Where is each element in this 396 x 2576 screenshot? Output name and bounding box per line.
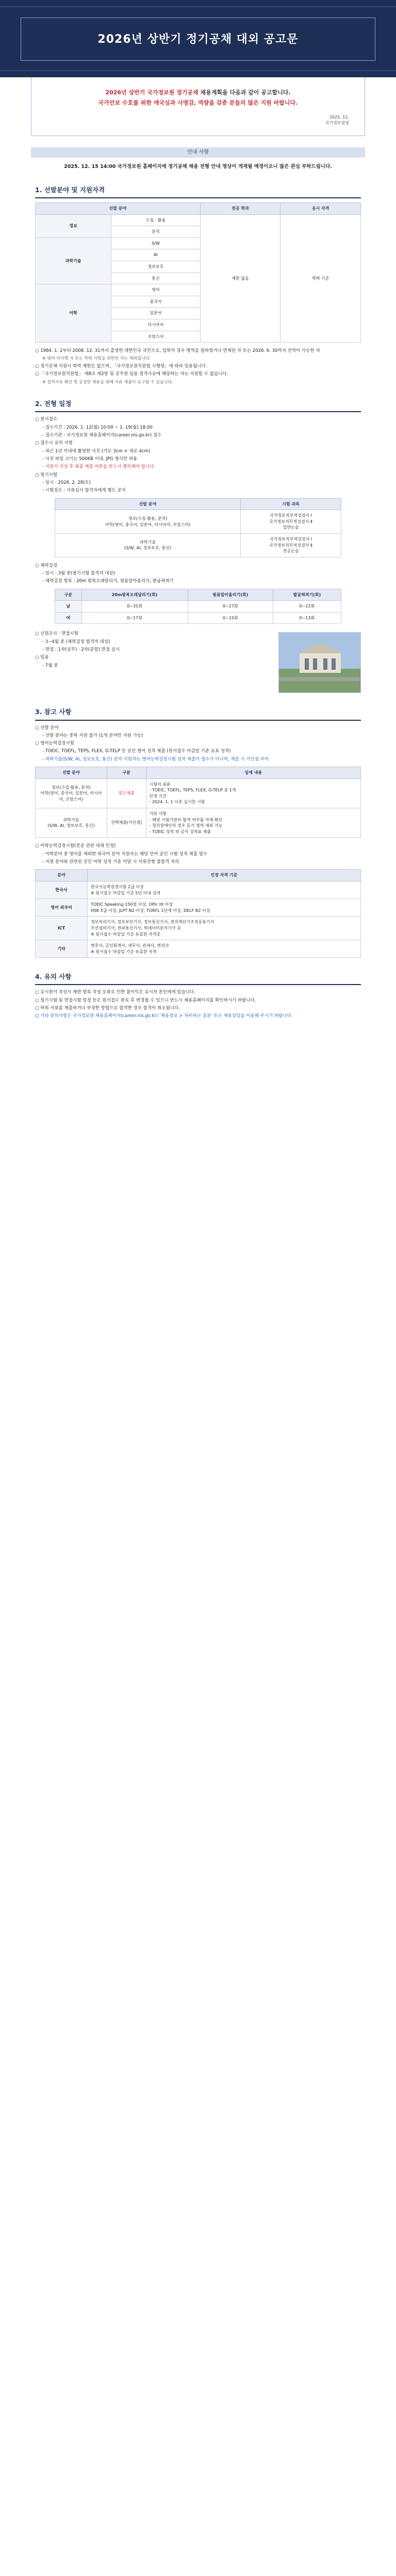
- interview-block: [35, 629, 361, 693]
- caution-list: [35, 989, 361, 1019]
- bullet-lang: ○ 어학능력검정시험(전공 관련 대체 인정): [35, 843, 361, 849]
- bullet-english: ○ 영어능력검정시험: [35, 740, 361, 747]
- field-cell: 통신: [111, 273, 201, 284]
- notice-org: 국가정보원장: [325, 121, 349, 126]
- notice-box: [31, 77, 365, 136]
- pushup-cell: 0~13회: [273, 612, 341, 624]
- list-item: - TOEIC, TOEFL, TEPS, FLEX, G-TELP 등 공인 영어 성적 제출 (원서접수 마감일 기준 유효 성적): [35, 748, 361, 754]
- bullet-written: ○ 필기시험: [35, 472, 361, 478]
- gender-cell: 남: [55, 601, 81, 613]
- field-cell: 중국어: [111, 296, 201, 308]
- gender-cell: 여: [55, 612, 81, 624]
- col-situp: 윗몸말아올리기(회): [188, 589, 273, 601]
- field-cell: 러시아어: [111, 319, 201, 331]
- notice-highlight: 2026년 상반기 국가정보원 정기공채: [105, 89, 199, 96]
- situp-cell: 0~27회: [188, 601, 273, 613]
- list-item: - 어학분야 중 영어를 제외한 외국어 분야 지원자는 해당 언어 공인 시험 성적 제출 필수: [35, 851, 361, 857]
- col-run: 20m왕복오래달리기(회): [81, 589, 188, 601]
- schedule-list: [35, 416, 361, 494]
- ref-field: 정보(수집·활용, 분석) 어학(영어, 중국어, 일본어, 러시아어, 프랑스어): [36, 778, 107, 808]
- exam-field: 정보(수집·활용, 분석) 어학(영어, 중국어, 일본어, 러시아어, 프랑스어): [55, 510, 240, 534]
- field-cell: S/W: [111, 238, 201, 249]
- note-item: ○ 「국가정보원직원법」 제8조 제2항 및 공무원 임용 결격사유에 해당하는 자는 지원할 수 없습니다.: [35, 371, 361, 377]
- qual-cell: 학력 기준: [280, 214, 361, 343]
- list-item: - 사진 파일 크기는 500KB 이내, JPG 형식만 허용: [35, 456, 361, 462]
- col-field: 선발 분야: [36, 203, 201, 215]
- cat-tech: 과학기술: [36, 238, 111, 284]
- run-cell: 0~31회: [81, 601, 188, 613]
- english-table: [35, 767, 361, 838]
- guide-text: 2025. 12. 15 14:00 국가정보원 홈페이지에 정기공채 채용 전형 안내 영상이 게재될 예정이오니 많은 관심 부탁드립니다.: [64, 163, 332, 170]
- col-criteria: 인정 자격 기준: [87, 870, 360, 882]
- section-4-title: 4. 유의 사항: [35, 972, 361, 985]
- exam-table: [55, 498, 341, 557]
- cert-criteria: 변호사, 공인회계사, 세무사, 관세사, 변리사 ※ 원서접수 마감일 기준 유효한 자격: [87, 940, 360, 958]
- ref-detail: 시험의 종류 - TOEIC, TOEFL, TEPS, FLEX, G-TELP 중 1개 인정 기간 - 2024. 1. 1 이후 실시한 시험: [146, 778, 360, 808]
- field-cell: 분석: [111, 226, 201, 238]
- list-item: - 지원 분야와 관련된 공인 어학 성적 기준 미달 시 서류전형 불합격 처리: [35, 859, 361, 865]
- section-1-title: 1. 선발분야 및 지원자격: [35, 185, 361, 198]
- list-item: - 면접 : 1차(실무) · 2차(종합) 면접 실시: [35, 647, 273, 653]
- building-illustration: [279, 633, 361, 693]
- run-cell: 0~17회: [81, 612, 188, 624]
- cert-criteria: 한국사능력검정시험 2급 이상 ※ 원서접수 마감일 기준 5년 이내 성적: [87, 881, 360, 899]
- field-cell: 일본어: [111, 308, 201, 319]
- col-gender: 구분: [55, 589, 81, 601]
- page-title: 2026년 상반기 정기공채 대외 공고문: [97, 33, 299, 46]
- col-detail: 상세 내용: [146, 767, 360, 779]
- list-item: - 지원서 작성 후 최종 제출 버튼을 반드시 클릭해야 합니다.: [35, 464, 361, 470]
- exam-subject: 국가정보직무적성검사 Ⅰ 국가정보직무적성검사 Ⅱ 전공논술: [241, 533, 341, 557]
- bullet-interview: ○ 신원조사 · 면접시험: [35, 631, 273, 637]
- certificate-table: [35, 869, 361, 958]
- notice-line2: 국가안보 수호를 위한 애국심과 사명감, 역량을 갖춘 분들의 많은 지원 바랍니다.: [98, 99, 298, 106]
- interview-text: [35, 629, 273, 670]
- note-item: ※ 결격사유 확인 및 공정한 채용을 위해 서류 제출이 요구될 수 있습니다.: [42, 379, 173, 384]
- bullet-fitness: ○ 체력검정: [35, 563, 361, 569]
- col-major: 전공 학과: [200, 203, 280, 215]
- notice-intro: [47, 88, 349, 108]
- cert-area: ICT: [36, 917, 88, 940]
- list-item: - 과학기술(S/W, AI, 정보보호, 통신) 분야 지원자는 영어능력검정시험 성적 제출이 필수가 아니며, 제출 시 가산점 부여: [35, 756, 361, 762]
- content: [31, 185, 365, 1020]
- caution-item: ○ 기타 문의사항은 국가정보원 채용홈페이지(career.nis.go.kr) ‘채용정보 > 자주하는 질문’ 또는 채용상담을 이용해 주시기 바랍니다.: [35, 1013, 361, 1019]
- fitness-list: [35, 563, 361, 585]
- exam-subject: 국가정보직무적성검사 Ⅰ 국가정보직무적성검사 Ⅱ 일반논술: [241, 510, 341, 534]
- ref-kind: 선택제출(가산점): [107, 808, 146, 838]
- bullet-caution: ○ 접수시 유의 사항: [35, 440, 361, 446]
- cert-area: 영어 외국어: [36, 899, 88, 917]
- fitness-table: [55, 589, 341, 624]
- building-photo: [278, 632, 361, 693]
- list-item: - 일시 : 2026. 2. 28(토): [35, 480, 361, 486]
- field-cell: 프랑스어: [111, 331, 201, 343]
- section-1-notes: [35, 348, 361, 385]
- major-cell: 제한 없음: [200, 214, 280, 343]
- col-type: 구분: [107, 767, 146, 779]
- notice-date: 2025. 12.: [329, 114, 349, 120]
- notice-line1: 채용계획을 다음과 같이 공고합니다.: [198, 89, 291, 96]
- field-cell: 영어: [111, 284, 201, 296]
- cert-criteria: 정보처리기사, 정보보안기사, 정보통신기사, 전자계산기조직응용기사 무선설비기사, 전파통신기사, 빅데이터분석기사 등 ※ 원서접수 마감일 기준 유효한 자격증: [87, 917, 360, 940]
- reference-list: [35, 725, 361, 763]
- cert-area: 기타: [36, 940, 88, 958]
- list-item: - 최근 1년 이내에 촬영한 사진 (가로 3cm × 세로 4cm): [35, 448, 361, 454]
- bullet-appoint: ○ 임용: [35, 654, 273, 660]
- hero-banner: [0, 0, 396, 77]
- list-item: - 접수기관 : 국가정보원 채용홈페이지(career.nis.go.kr) 접수: [35, 432, 361, 438]
- situp-cell: 0~15회: [188, 612, 273, 624]
- col-pushup: 팔굽혀펴기(회): [273, 589, 341, 601]
- bullet-field: ○ 선발 분야: [35, 725, 361, 731]
- pushup-cell: 0~22회: [273, 601, 341, 613]
- field-cell: 정보보호: [111, 261, 201, 273]
- ref-field: 과학기술 (S/W, AI, 정보보호, 통신): [36, 808, 107, 838]
- cat-lang: 어학: [36, 284, 111, 343]
- col-qual: 응시 자격: [280, 203, 361, 215]
- exam-field: 과학기술 (S/W, AI, 정보보호, 통신): [55, 533, 240, 557]
- list-item: - 접수기간 : 2026. 1. 12(월) 10:00 ~ 1. 19(월) 18:00: [35, 425, 361, 431]
- list-item: - 체력검정 항목 : 20m 왕복오래달리기, 윗몸말아올리기, 팔굽혀펴기: [35, 578, 361, 584]
- list-item: - 시험장소 : 서류심사 합격자에게 별도 공지: [35, 487, 361, 494]
- language-list: [35, 843, 361, 865]
- section-3-title: 3. 참고 사항: [35, 707, 361, 720]
- caution-item: ○ 응시원서 작성시 제반 항목 작성 오류로 인한 불이익은 응시자 본인에게 있습니다.: [35, 989, 361, 995]
- ref-kind: 필수제출: [107, 778, 146, 808]
- note-item: ※ 병역 미이행 자 또는 학력 사항을 위반한 자는 제외됩니다.: [42, 356, 151, 361]
- list-item: - 3~4월 중 (체력검정 합격자 대상): [35, 639, 273, 645]
- section-2-title: 2. 전형 일정: [35, 399, 361, 412]
- col-field: 선발 분야: [55, 498, 240, 510]
- cert-area: 한국사: [36, 881, 88, 899]
- list-item: - 7월 중: [35, 663, 273, 669]
- qualification-table: [35, 202, 361, 343]
- note-item: ○ 정기공채 지원시 학력 제한은 없으며, 「국가정보원직원법 시행령」에 따라 임용됩니다.: [35, 363, 361, 369]
- caution-item: ○ 허위 서류를 제출하거나 부정한 방법으로 합격한 경우 합격이 취소됩니다.: [35, 1005, 361, 1011]
- list-item: - 일시 : 3월 중(필기시험 합격자 대상): [35, 570, 361, 577]
- col-subject: 시험 과목: [241, 498, 341, 510]
- cat-info: 정보: [36, 214, 111, 238]
- ref-detail: 기타 사항 - 해당 시험기관의 합격 여부를 자체 확인 - 청각장애인의 경우 듣기 영역 제외 가능 - TOEIC 성적 외 공식 성적표 제출: [146, 808, 360, 838]
- bullet-apply: ○ 원서접수: [35, 416, 361, 422]
- guide-bar: 안내 사항: [31, 147, 365, 158]
- hero-frame: [21, 18, 375, 61]
- cert-criteria: TOEIC Speaking 150점 이상, OPIc IH 이상 HSK 5급 이상, JLPT N2 이상, TORFL 1단계 이상, DELF B2 이상: [87, 899, 360, 917]
- list-item: - 선발 분야는 중복 지원 불가 (1개 분야만 지원 가능): [35, 733, 361, 739]
- col-area: 분야: [36, 870, 88, 882]
- field-cell: 수집 · 활용: [111, 214, 201, 226]
- caution-item: ○ 필기시험 및 면접시험 일정 등은 원서접수 완료 후 변경될 수 있으니 반드시 채용홈페이지를 확인하시기 바랍니다.: [35, 997, 361, 1004]
- note-item: ○ 1984. 1. 1부터 2008. 12. 31까지 출생한 대한민국 국민으로, 입학자 경우 병역을 필하였거나 면제된 자 또는 2026. 6. 30까지 전역이 가능한 자: [35, 348, 361, 354]
- col-field: 선발 분야: [36, 767, 107, 779]
- field-cell: AI: [111, 249, 201, 261]
